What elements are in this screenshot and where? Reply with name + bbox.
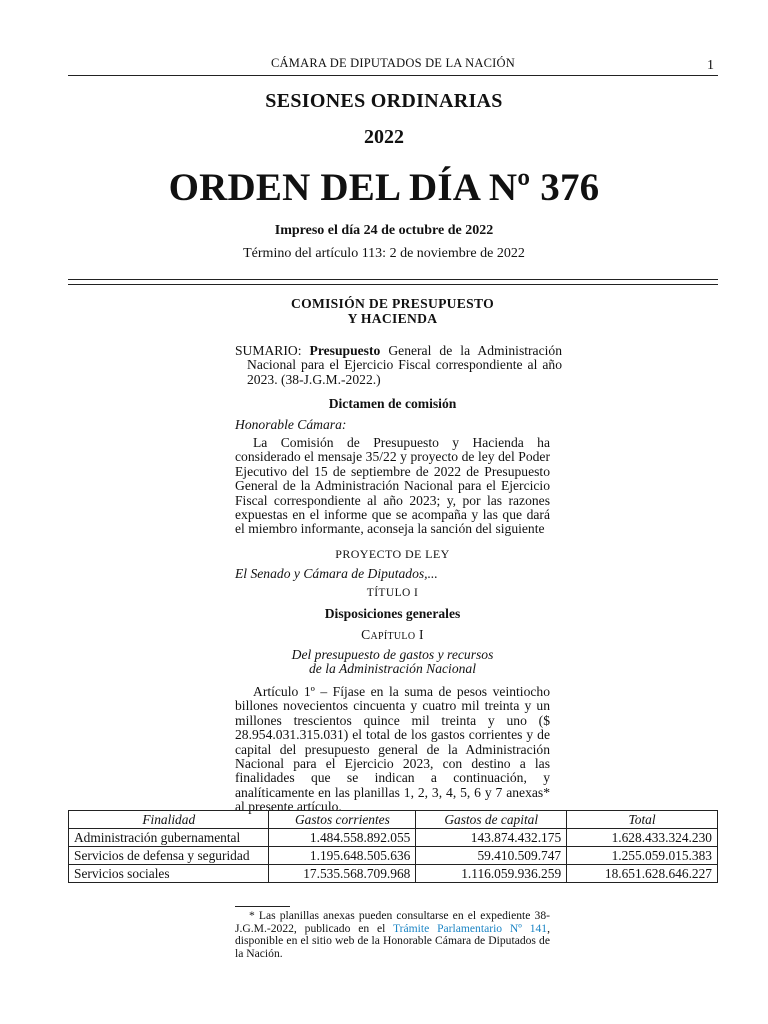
title-name: Disposiciones generales bbox=[324, 606, 461, 621]
enacting-clause: El Senado y Cámara de Diputados,... bbox=[235, 566, 438, 581]
footnote-text-end: , disponible en el sitio web de la Honorable Cámara de Diputados de la Nación. bbox=[235, 921, 550, 960]
table-cell: Administración gubernamental bbox=[69, 829, 269, 847]
table-header-row bbox=[69, 811, 718, 829]
session-year: 2022 bbox=[364, 126, 404, 148]
title-number: TÍTULO I bbox=[366, 587, 419, 599]
table-cell: Servicios de defensa y seguridad bbox=[69, 847, 269, 865]
table-cell: 143.874.432.175 bbox=[416, 829, 567, 847]
printed-date: Impreso el día 24 de octubre de 2022 bbox=[274, 223, 494, 238]
deadline-text: Término del artículo 113: 2 de noviembre de 2022 bbox=[243, 246, 525, 261]
chapter-name-line-2: de la Administración Nacional bbox=[308, 661, 477, 677]
footnote-rule bbox=[235, 906, 290, 907]
parliamentary-procedure-link[interactable]: Trámite Parlamentario Nº 141 bbox=[392, 921, 548, 935]
bill-heading: PROYECTO DE LEY bbox=[335, 547, 450, 561]
summary-bold: Presupuesto bbox=[309, 343, 381, 358]
table-cell: 1.195.648.505.636 bbox=[269, 847, 416, 865]
table-cell: 1.484.558.892.055 bbox=[269, 829, 416, 847]
table-cell: 1.116.059.936.259 bbox=[416, 865, 567, 883]
expenditure-table bbox=[68, 810, 718, 883]
table-cell: 18.651.628.646.227 bbox=[567, 865, 718, 883]
page-number: 1 bbox=[707, 58, 714, 73]
table-header-cell: Gastos corrientes bbox=[269, 811, 416, 829]
table-header-cell: Gastos de capital bbox=[416, 811, 567, 829]
table-row bbox=[69, 829, 718, 847]
summary-text: General de la Administración Nacional para el Ejercicio Fiscal correspondiente al año 2023. (38-J.G.M.-2022.) bbox=[247, 343, 562, 387]
chapter-heading bbox=[235, 628, 550, 642]
committee-line-2: Y HACIENDA bbox=[347, 311, 438, 326]
summary-paragraph bbox=[235, 344, 562, 387]
chapter-label: Capítulo I bbox=[361, 627, 424, 642]
footnote bbox=[235, 910, 550, 960]
committee-heading bbox=[235, 296, 550, 326]
table-header-cell: Finalidad bbox=[69, 811, 269, 829]
table-header-cell: Total bbox=[567, 811, 718, 829]
table-row bbox=[69, 865, 718, 883]
committee-line-1: COMISIÓN DE PRESUPUESTO bbox=[290, 296, 495, 311]
dictamen-heading: Dictamen de comisión bbox=[328, 396, 457, 411]
table-cell: 59.410.509.747 bbox=[416, 847, 567, 865]
header-rule bbox=[68, 75, 718, 76]
table-row bbox=[69, 847, 718, 865]
dictamen-paragraph: La Comisión de Presupuesto y Hacienda ha considerado el mensaje 35/22 y proyecto de ley del Poder Ejecutivo del 15 de septiembre de 2022 de Presupuesto General de la Administración Nacional para el Ejercicio Fiscal correspondiente al año 2023; y, por las razones expuestas en el informe que se acompaña y las que dará el miembro informante, aconseja la sanción del siguiente bbox=[235, 435, 550, 537]
running-header: CÁMARA DE DIPUTADOS DE LA NACIÓN bbox=[271, 56, 515, 70]
order-title: ORDEN DEL DÍA Nº 376 bbox=[168, 166, 600, 209]
section-divider bbox=[68, 279, 718, 285]
table-cell: 17.535.568.709.968 bbox=[269, 865, 416, 883]
table-cell: 1.628.433.324.230 bbox=[567, 829, 718, 847]
article-1: Artículo 1º – Fíjase en la suma de pesos veintiocho billones novecientos cincuenta y cuatro mil treinta y un millones trescientos quince mil treinta y uno ($ 28.954.031.315.031) el total de los gastos corrientes y de capital del presupuesto general de la Administración Nacional para el Ejercicio 2023, con destino a las finalidades que se indican a continuación, y analíticamente en las planillas 1, 2, 3, 4, 5, 6 y 7 anexas* al presente artículo. bbox=[235, 684, 550, 815]
chapter-name bbox=[235, 648, 550, 677]
table-cell: Servicios sociales bbox=[69, 865, 269, 883]
chapter-name-line-1: Del presupuesto de gastos y recursos bbox=[291, 647, 494, 662]
table-cell: 1.255.059.015.383 bbox=[567, 847, 718, 865]
session-title: SESIONES ORDINARIAS bbox=[265, 90, 503, 112]
footnote-text: * Las planillas anexas pueden consultarse en el expediente 38-J.G.M.-2022, publicado en el bbox=[235, 909, 550, 935]
salutation: Honorable Cámara: bbox=[235, 417, 347, 432]
summary-label: SUMARIO: bbox=[235, 343, 310, 358]
